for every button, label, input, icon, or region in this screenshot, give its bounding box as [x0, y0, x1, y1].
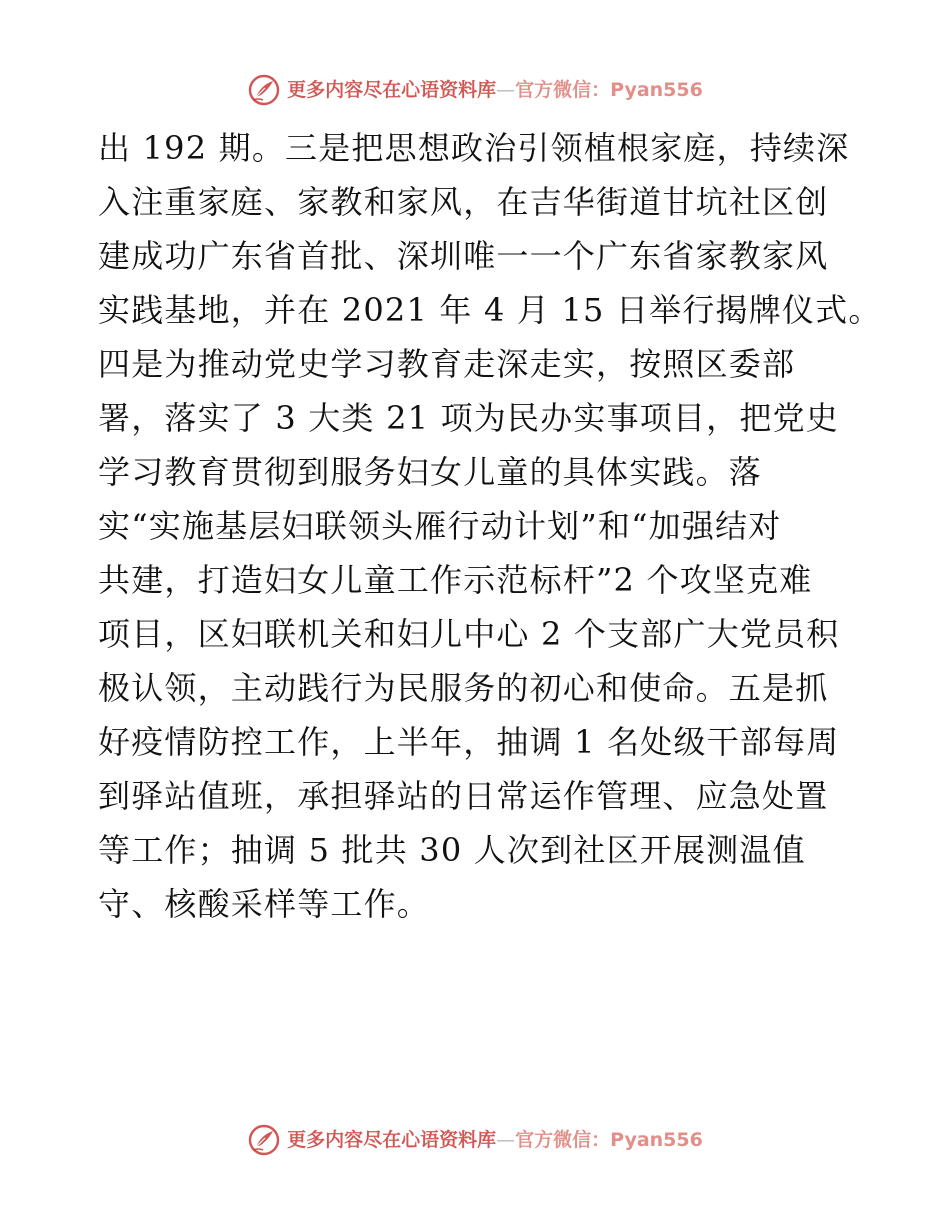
body-line: 建成功广东省首批、深圳唯一一个广东省家教家风 [98, 237, 829, 275]
body-line: 到驿站值班，承担驿站的日常运作管理、应急处置 [98, 777, 829, 815]
body-line: 实“实施基层妇联领头雁行动计划”和“加强结对 [98, 507, 782, 545]
body-line: 极认领，主动践行为民服务的初心和使命。五是抓 [98, 669, 829, 707]
body-line: 等工作；抽调 5 批共 30 人次到社区开展测温值 [98, 831, 806, 869]
body-line: 好疫情防控工作，上半年，抽调 1 名处级干部每周 [98, 723, 840, 761]
footer-banner [0, 1120, 950, 1160]
body-line: 项目，区妇联机关和妇儿中心 2 个支部广大党员积 [98, 615, 840, 653]
body-paragraph [98, 121, 882, 931]
body-line: 署，落实了 3 大类 21 项为民办实事项目，把党史 [98, 399, 839, 437]
body-line: 守、核酸采样等工作。 [98, 885, 431, 923]
body-line: 共建，打造妇女儿童工作示范标杆”2 个攻坚克难 [98, 561, 813, 599]
footer-banner-main: 更多内容尽在心语资料库 [287, 1128, 497, 1151]
header-banner-text [287, 78, 703, 101]
footer-banner-separator: — [496, 1128, 516, 1151]
header-banner-main: 更多内容尽在心语资料库 [287, 78, 497, 101]
header-banner-wechat: 官方微信：Pyan556 [515, 78, 703, 101]
quill-logo-icon [247, 1123, 281, 1157]
body-line: 实践基地，并在 2021 年 4 月 15 日举行揭牌仪式。 [98, 291, 882, 329]
body-line: 四是为推动党史学习教育走深走实，按照区委部 [98, 345, 796, 383]
footer-banner-wechat: 官方微信：Pyan556 [515, 1128, 703, 1151]
header-banner-separator: — [496, 78, 516, 101]
body-line: 学习教育贯彻到服务妇女儿童的具体实践。落 [98, 453, 763, 491]
quill-logo-icon [247, 73, 281, 107]
body-line: 出 192 期。三是把思想政治引领植根家庭，持续深 [98, 129, 850, 167]
header-banner [0, 70, 950, 110]
body-line: 入注重家庭、家教和家风，在吉华街道甘坑社区创 [98, 183, 829, 221]
footer-banner-text [287, 1128, 703, 1151]
